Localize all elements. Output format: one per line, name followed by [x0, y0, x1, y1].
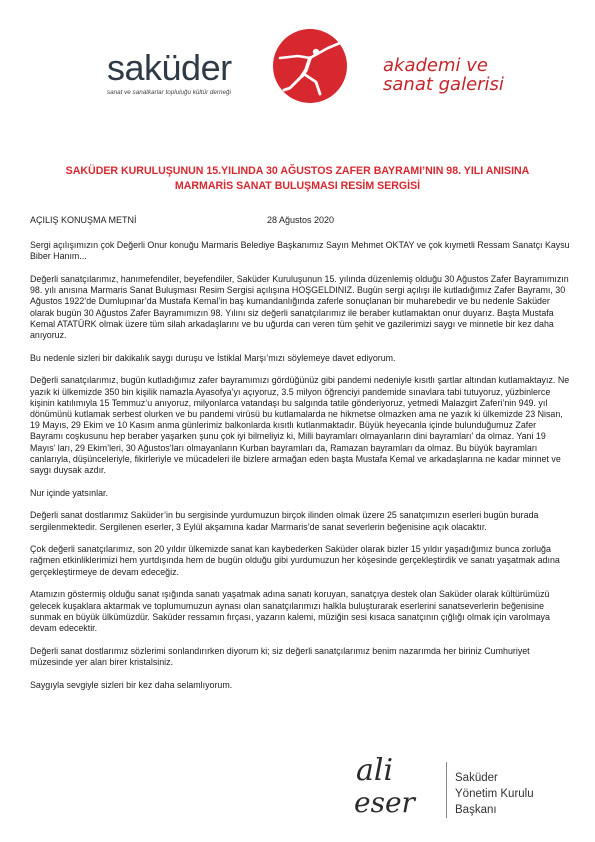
- gallery-label: [383, 56, 504, 94]
- signature-line-1: ali: [356, 753, 394, 788]
- handwritten-signature: [352, 750, 437, 820]
- brand-subtitle: sanat ve sanatkarlar topluluğu kültür derneği: [107, 89, 231, 96]
- paragraph: Nur içinde yatsınlar.: [30, 487, 108, 498]
- paragraph: Atamızın göstermiş olduğu sanat ışığında sanatı yaşatmak adına sanatı koruyan, sanatçıya destek olan Saküder olarak kültürümüzü gelecek kuşaklara aktarmak ve toplumumuzun aynası olan sanatçılarımızı halkla buluşturarak eserlerini sanatseverlerin beğenisine sunmak en büyük ülkümüzdür. Saküder ressamın fırçası, yazarın kalemi, müziğin sesi kısaca sanatçının çığlığı olmak için varolmaya devam edecektir.: [30, 589, 550, 633]
- speech-label: AÇILIŞ KONUŞMA METNİ: [30, 215, 137, 225]
- title-line-1: SAKÜDER KURULUŞUNUN 15.YILINDA 30 AĞUSTOS ZAFER BAYRAMI’NIN 98. YILI ANISINA: [65, 165, 530, 177]
- signature-line-2: eser: [354, 786, 415, 819]
- paragraph: Çok değerli sanatçılarımız, son 20 yıldır ülkemizde sanat kan kaybederken Saküder olarak bizler 15 yıldır yaşadığımız bunca zorluğa rağmen etkinliklerimizi hem yurtdışında hem de bugün olduğu gibi yurdumuzun her köşesinde gerçekleştirdik ve sanatı yaşatmak adına gerçekleştirmeye de devam edeceğiz.: [30, 544, 560, 577]
- speech-date: 28 Ağustos 2020: [267, 215, 335, 225]
- paragraph: Değerli sanat dostlarımız sözlerimi sonlandırırken diyorum ki; siz değerli sanatçılarımız benim nazarımda her biriniz Cumhuriyet müzesinde yer alan birer kristalsiniz.: [30, 645, 530, 667]
- gallery-line-1: akademi ve: [383, 55, 488, 76]
- brand-logo: [107, 48, 232, 96]
- paragraph: Saygıyla sevgiyle sizleri bir kez daha selamlıyorum.: [30, 679, 233, 690]
- brand-name: saküder: [107, 47, 232, 88]
- paragraph: Değerli sanatçılarımız, bugün kutladığımız zafer bayramımızı gördüğünüz gibi pandemi nedeniyle kısıtlı şartlar altından kutlamaktayız. Ne yazık ki ülkemizde 350 bin kişilik namazla Ayasofya’yı açıyoruz, 3.5 milyon öğrenciyi pandemide sınavlara tabi tutuyoruz, yüzbinlerce kişinin katılımıyla 15 Temmuz’u anıyoruz, milyonlarca vatandaşı bu salgında tatile gönderiyoruz, yetmedi Malazgirt Zaferi’nin 949. yıl dönümünü kutlamak serbest olurken ve bu pandemi virüsü bu kutlamalarda ne hikmetse olmazken ama ne yazık ki ülkemizde 23 Nisan, 19 Mayıs, 29 Ekim ve 10 Kasım anma günlerimiz balkonlarda kısıtlı kutlanmaktadır. Büyük heyecanla içinde bulunduğumuz Zafer Bayramı coşkusunu hep beraber yaşarken şunu çok iyi bilmeliyiz ki, Milli bayramları olmayanların dini bayramları’ da olmaz. Yani 19 Mayıs’ ları, 29 Ekim’leri, 30 Ağustos’ları olmayanların Kurban bayramları da, Ramazan bayramları da olmaz. Bu büyük bayramları canlarıyla, düşünceleriyle, fikirleriyle ve mücadeleri ile bizlere armağan eden başta Mustafa Kemal ve arkadaşlarına ne kadar minnet ve saygı duysak azdır.: [30, 375, 570, 475]
- signer-title-line-3: Başkanı: [455, 804, 497, 816]
- document-title: [30, 164, 565, 194]
- signature-block: [352, 750, 572, 825]
- signer-title-line-2: Yönetim Kurulu: [455, 788, 534, 800]
- speech-body: [30, 240, 570, 702]
- paragraph: Bu nedenle sizleri bir dakikalık saygı duruşu ve İstiklal Marşı’mızı söylemeye davet ediyorum.: [30, 352, 396, 363]
- gallery-line-2: sanat galerisi: [383, 74, 504, 95]
- dancer-emblem-icon: [272, 28, 348, 104]
- letterhead: [0, 0, 595, 130]
- paragraph: Değerli sanat dostlarımız Saküder’in bu sergisinde yurdumuzun birçok ilinden olmak üzere 25 sanatçımızın eserleri bugün burada sergilenmektedir. Sergilenen eserler, 3 Eylül akşamına kadar Marmaris’de sanat severlerin beğenisine açık olacaktır.: [30, 510, 539, 532]
- paragraph: Değerli sanatçılarımız, hanımefendiler, beyefendiler, Saküder Kuruluşunun 15. yılında düzenlemiş olduğu 30 Ağustos Zafer Bayramımızın 98. yılı anısına Marmaris Sanat Buluşması Resim Sergisi açılışına HOŞGELDINIZ. Bugün sergi açılışı ile kutladığımız Zafer Bayramı, 30 Ağustos 1922’de Dumlupınar’da Mustafa Kemal’in baş kumandanlığında zaferle sonuçlanan bir muharebedir ve bu nedenle Saküder olarak bugün 30 Ağustos Zafer Bayramımızın 98. Yılını siz değerli sanatçılarımız ile beraber kutlamaktan onur duyarız. Başta Mustafa Kemal ATATÜRK olmak üzere tüm silah arkadaşlarını ve bu uğurda can veren tüm şehit ve gazilerimizi saygı ve minnetle bir kez daha anıyoruz.: [30, 273, 569, 340]
- signer-title-line-1: Saküder: [455, 772, 498, 784]
- signer-title: [455, 770, 534, 818]
- title-line-2: MARMARİS SANAT BULUŞMASI RESİM SERGİSİ: [174, 180, 421, 192]
- signature-divider: [446, 762, 447, 818]
- paragraph: Sergi açılışımızın çok Değerli Onur konuğu Marmaris Belediye Başkanımız Sayın Mehmet OKTAY ve çok kıymetli Ressam Sanatçı Kaysu Biber Hanım...: [30, 240, 570, 262]
